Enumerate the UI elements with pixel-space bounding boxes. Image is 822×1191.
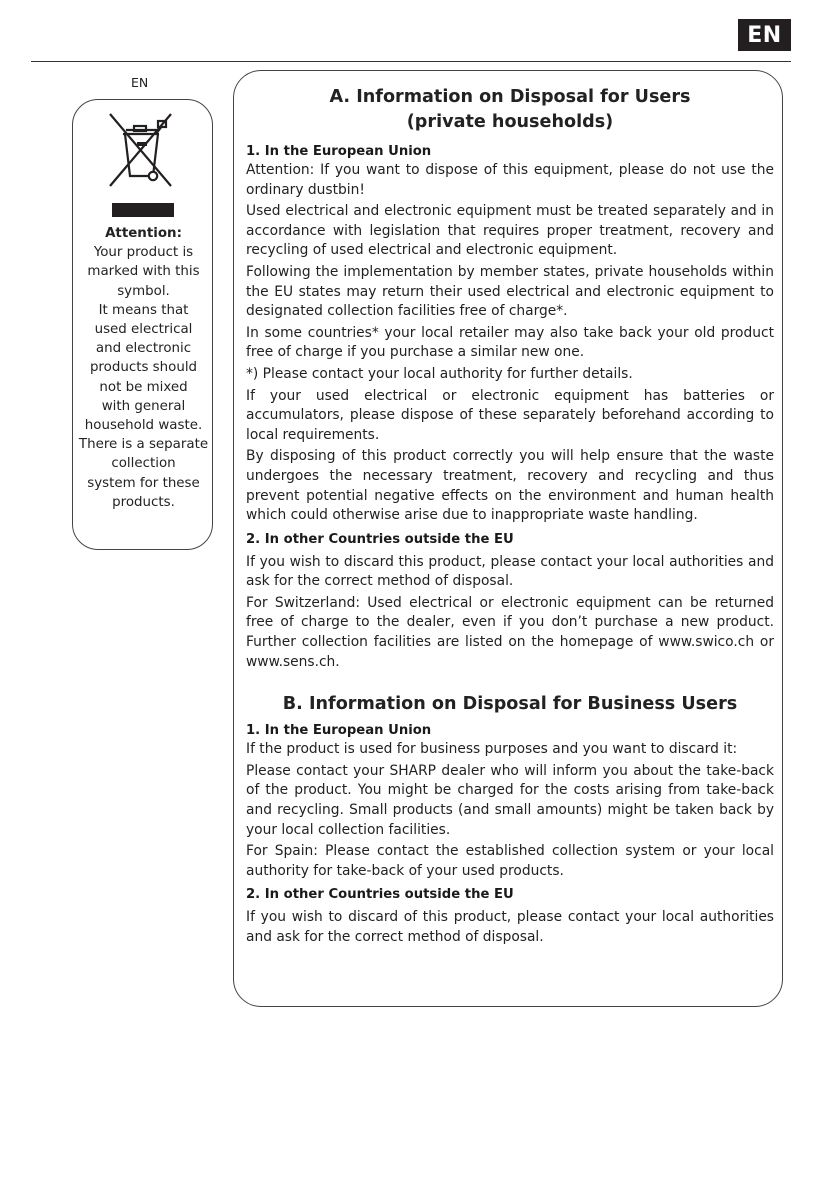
section-a-sub1-heading: 1. In the European Union bbox=[246, 144, 432, 159]
section-b-sub2-heading: 2. In other Countries outside the EU bbox=[246, 887, 514, 903]
paragraph: If the product is used for business purposes and you want to discard it: bbox=[246, 741, 738, 758]
paragraph: Attention: If you want to dispose of this equipment, please do not use the ordinary dustbin! bbox=[246, 162, 774, 198]
paragraph: For Spain: Please contact the established collection system or your local authority for take-back of your used products. bbox=[246, 843, 774, 879]
paragraph: In some countries* your local retailer may also take back your old product free of charge if you purchase a similar new one. bbox=[246, 324, 774, 361]
section-a-title-line1: A. Information on Disposal for Users bbox=[329, 87, 691, 107]
paragraph: By disposing of this product correctly you will help ensure that the waste undergoes the necessary treatment, recovery and recycling and thus prevent potential negative effects on the environment and human health which could otherwise arise due to inappropriate waste handling. bbox=[246, 448, 774, 524]
disposal-content bbox=[246, 85, 774, 950]
weee-bar bbox=[112, 203, 174, 217]
paragraph: Following the implementation by member states, private households within the EU states may return their used electrical and electronic equipment to designated collection facilities free of charge*. bbox=[246, 263, 774, 320]
section-b-title: B. Information on Disposal for Business Users bbox=[282, 694, 738, 715]
paragraph: Used electrical and electronic equipment must be treated separately and in accordance with legislation that requires proper treatment, recovery and recycling of used electrical and electronic equipment. bbox=[246, 203, 774, 259]
paragraph: Please contact your SHARP dealer who will inform you about the take-back of the product. You might be charged for the costs arising from take-back and recycling. Small products (and small amounts) might be taken back by your local collection facilities. bbox=[246, 762, 774, 838]
attention-note bbox=[77, 224, 210, 512]
header-divider bbox=[31, 61, 791, 62]
attention-title: Attention: bbox=[105, 226, 182, 241]
paragraph: If you wish to discard this product, please contact your local authorities and ask for the correct method of disposal. bbox=[246, 553, 774, 590]
paragraph: *) Please contact your local authority for further details. bbox=[246, 365, 633, 382]
paragraph: If your used electrical or electronic equipment has batteries or accumulators, please dispose of these separately beforehand according to local requirements. bbox=[246, 387, 774, 443]
weee-notice-box bbox=[72, 99, 213, 550]
paragraph: For Switzerland: Used electrical or electronic equipment can be returned free of charge to the dealer, even if you don’t purchase a new product. Further collection facilities are listed on the homepage of www.swico.ch or www.sens.ch. bbox=[246, 594, 774, 670]
language-badge: EN bbox=[738, 19, 791, 51]
paragraph: If you wish to discard of this product, please contact your local authorities and ask for the correct method of disposal. bbox=[246, 909, 774, 945]
crossed-out-wheelie-bin-icon bbox=[107, 110, 177, 190]
sidebar-language-label: EN bbox=[131, 75, 149, 90]
section-a-sub2-heading: 2. In other Countries outside the EU bbox=[246, 531, 514, 547]
section-a-title bbox=[246, 85, 774, 135]
attention-text: Your product is marked with this symbol. It means that used electrical and electronic products should not be mixed with general household waste. There is a separate collection system for these products. bbox=[78, 245, 209, 510]
section-b-sub1-heading: 1. In the European Union bbox=[246, 723, 432, 739]
section-a-title-line2: (private households) bbox=[406, 112, 614, 132]
